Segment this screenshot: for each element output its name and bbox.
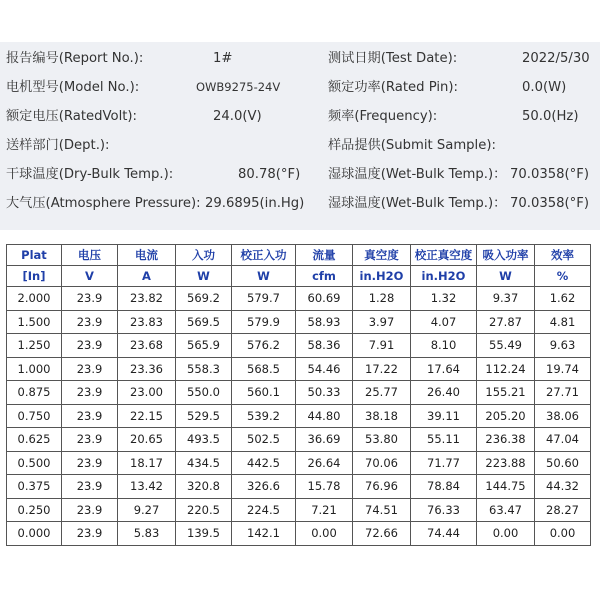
table-cell: 60.69 — [296, 287, 353, 311]
table-cell: 144.75 — [477, 475, 535, 499]
table-cell: 39.11 — [411, 404, 477, 428]
table-row — [7, 381, 591, 405]
model-no-label: 电机型号(Model No.): — [6, 80, 140, 95]
table-cell: 22.15 — [118, 404, 176, 428]
table-cell: 224.5 — [232, 498, 296, 522]
table-cell: 58.93 — [296, 310, 353, 334]
rated-volt-value: 24.0(V) — [213, 109, 262, 124]
table-cell: 23.68 — [118, 334, 176, 358]
table-cell: 23.9 — [62, 334, 118, 358]
table-cell: 493.5 — [176, 428, 232, 452]
unit-flow: cfm — [296, 266, 353, 287]
table-cell: 13.42 — [118, 475, 176, 499]
table-cell: 550.0 — [176, 381, 232, 405]
table-cell: 70.06 — [353, 451, 411, 475]
table-cell: 44.32 — [535, 475, 591, 499]
table-cell: 38.06 — [535, 404, 591, 428]
table-cell: 502.5 — [232, 428, 296, 452]
performance-table — [6, 244, 591, 546]
table-cell: 23.9 — [62, 451, 118, 475]
col-header-voltage: 电压 — [62, 245, 118, 266]
table-cell: 1.62 — [535, 287, 591, 311]
info-row-dept — [0, 131, 600, 160]
unit-current: A — [118, 266, 176, 287]
table-cell: 9.37 — [477, 287, 535, 311]
wet-bulb-value-2: 70.0358(°F) — [510, 196, 590, 211]
table-cell: 23.82 — [118, 287, 176, 311]
table-cell: 28.27 — [535, 498, 591, 522]
wet-bulb-label: 湿球温度(Wet-Bulk Temp.)： — [328, 167, 507, 182]
table-cell: 23.9 — [62, 522, 118, 546]
table-cell: 23.36 — [118, 357, 176, 381]
frequency-label: 频率(Frequency): — [328, 109, 438, 124]
table-cell: 17.22 — [353, 357, 411, 381]
table-cell: 36.69 — [296, 428, 353, 452]
table-cell: 579.9 — [232, 310, 296, 334]
table-cell: 205.20 — [477, 404, 535, 428]
table-cell: 1.250 — [7, 334, 62, 358]
table-cell: 23.9 — [62, 404, 118, 428]
table-cell: 78.84 — [411, 475, 477, 499]
table-header — [7, 245, 591, 287]
table-cell: 23.9 — [62, 310, 118, 334]
table-cell: 27.71 — [535, 381, 591, 405]
table-cell: 74.51 — [353, 498, 411, 522]
table-cell: 44.80 — [296, 404, 353, 428]
table-cell: 23.9 — [62, 498, 118, 522]
table-row — [7, 287, 591, 311]
table-cell: 539.2 — [232, 404, 296, 428]
table-cell: 38.18 — [353, 404, 411, 428]
table-cell: 320.8 — [176, 475, 232, 499]
col-header-flow: 流量 — [296, 245, 353, 266]
table-cell: 236.38 — [477, 428, 535, 452]
table-cell: 55.49 — [477, 334, 535, 358]
model-no-value: OWB9275-24V — [196, 80, 281, 94]
table-cell: 2.000 — [7, 287, 62, 311]
table-cell: 155.21 — [477, 381, 535, 405]
table-row — [7, 522, 591, 546]
table-cell: 0.875 — [7, 381, 62, 405]
table-cell: 5.83 — [118, 522, 176, 546]
table-cell: 569.2 — [176, 287, 232, 311]
table-cell: 19.74 — [535, 357, 591, 381]
table-cell: 15.78 — [296, 475, 353, 499]
table-cell: 1.500 — [7, 310, 62, 334]
rated-volt-label: 额定电压(RatedVolt): — [6, 109, 137, 124]
table-cell: 18.17 — [118, 451, 176, 475]
pressure-label: 大气压(Atmosphere Pressure): — [6, 196, 201, 211]
table-cell: 326.6 — [232, 475, 296, 499]
report-no-value: 1# — [213, 51, 233, 66]
table-cell: 1.28 — [353, 287, 411, 311]
table-cell: 23.9 — [62, 475, 118, 499]
header-units-row — [7, 266, 591, 287]
table-cell: 568.5 — [232, 357, 296, 381]
table-cell: 565.9 — [176, 334, 232, 358]
table-body — [7, 287, 591, 546]
rated-pin-label: 额定功率(Rated Pin): — [328, 80, 458, 95]
table-cell: 54.46 — [296, 357, 353, 381]
col-header-current: 电流 — [118, 245, 176, 266]
table-cell: 23.00 — [118, 381, 176, 405]
dept-label: 送样部门(Dept.): — [6, 138, 110, 153]
info-row-pressure — [0, 189, 600, 218]
table-cell: 63.47 — [477, 498, 535, 522]
unit-voltage: V — [62, 266, 118, 287]
table-cell: 8.10 — [411, 334, 477, 358]
dry-bulb-value: 80.78(°F) — [238, 167, 301, 182]
table-row — [7, 357, 591, 381]
table-cell: 58.36 — [296, 334, 353, 358]
table-cell: 529.5 — [176, 404, 232, 428]
col-header-suction-power: 吸入功率 — [477, 245, 535, 266]
table-cell: 23.83 — [118, 310, 176, 334]
table-cell: 142.1 — [232, 522, 296, 546]
table-cell: 50.33 — [296, 381, 353, 405]
table-cell: 0.00 — [296, 522, 353, 546]
col-header-corrected-vacuum: 校正真空度 — [411, 245, 477, 266]
unit-input-power: W — [176, 266, 232, 287]
table-cell: 23.9 — [62, 381, 118, 405]
table-cell: 27.87 — [477, 310, 535, 334]
header-names-row — [7, 245, 591, 266]
table-cell: 26.40 — [411, 381, 477, 405]
report-no-label: 报告编号(Report No.): — [6, 51, 144, 66]
table-cell: 558.3 — [176, 357, 232, 381]
table-cell: 20.65 — [118, 428, 176, 452]
unit-corrected-input: W — [232, 266, 296, 287]
submit-sample-label: 样品提供(Submit Sample): — [328, 138, 496, 153]
table-cell: 579.7 — [232, 287, 296, 311]
frequency-value: 50.0(Hz) — [522, 109, 579, 124]
table-cell: 25.77 — [353, 381, 411, 405]
table-cell: 17.64 — [411, 357, 477, 381]
dry-bulb-label: 干球温度(Dry-Bulk Temp.): — [6, 167, 174, 182]
rated-pin-value: 0.0(W) — [522, 80, 567, 95]
table-row — [7, 475, 591, 499]
table-cell: 0.000 — [7, 522, 62, 546]
unit-corrected-vacuum: in.H2O — [411, 266, 477, 287]
table-cell: 442.5 — [232, 451, 296, 475]
test-date-value: 2022/5/30 — [522, 51, 590, 66]
table-cell: 7.91 — [353, 334, 411, 358]
table-cell: 0.375 — [7, 475, 62, 499]
info-row-voltage — [0, 102, 600, 131]
table-cell: 23.9 — [62, 287, 118, 311]
table-row — [7, 498, 591, 522]
table-cell: 4.81 — [535, 310, 591, 334]
table-cell: 74.44 — [411, 522, 477, 546]
table-cell: 4.07 — [411, 310, 477, 334]
test-info-panel — [0, 42, 600, 230]
wet-bulb-label-2: 湿球温度(Wet-Bulk Temp.)： — [328, 196, 507, 211]
table-cell: 23.9 — [62, 428, 118, 452]
table-cell: 0.00 — [535, 522, 591, 546]
table-cell: 9.63 — [535, 334, 591, 358]
col-header-plat: Plat — [7, 245, 62, 266]
table-row — [7, 451, 591, 475]
table-cell: 26.64 — [296, 451, 353, 475]
col-header-corrected-input: 校正入功 — [232, 245, 296, 266]
table-cell: 560.1 — [232, 381, 296, 405]
table-cell: 0.750 — [7, 404, 62, 428]
table-cell: 47.04 — [535, 428, 591, 452]
unit-plat: [In] — [7, 266, 62, 287]
unit-vacuum: in.H2O — [353, 266, 411, 287]
table-cell: 569.5 — [176, 310, 232, 334]
table-cell: 76.33 — [411, 498, 477, 522]
test-date-label: 测试日期(Test Date): — [328, 51, 458, 66]
table-cell: 9.27 — [118, 498, 176, 522]
table-cell: 0.625 — [7, 428, 62, 452]
col-header-input-power: 入功 — [176, 245, 232, 266]
info-row-model — [0, 73, 600, 102]
col-header-efficiency: 效率 — [535, 245, 591, 266]
table-row — [7, 310, 591, 334]
unit-suction-power: W — [477, 266, 535, 287]
table-cell: 0.00 — [477, 522, 535, 546]
pressure-value: 29.6895(in.Hg) — [205, 196, 305, 211]
table-cell: 0.500 — [7, 451, 62, 475]
table-cell: 55.11 — [411, 428, 477, 452]
table-cell: 3.97 — [353, 310, 411, 334]
table-cell: 139.5 — [176, 522, 232, 546]
table-cell: 220.5 — [176, 498, 232, 522]
table-cell: 23.9 — [62, 357, 118, 381]
wet-bulb-value: 70.0358(°F) — [510, 167, 590, 182]
table-cell: 112.24 — [477, 357, 535, 381]
table-cell: 50.60 — [535, 451, 591, 475]
table-cell: 434.5 — [176, 451, 232, 475]
table-cell: 1.32 — [411, 287, 477, 311]
table-cell: 72.66 — [353, 522, 411, 546]
table-cell: 576.2 — [232, 334, 296, 358]
table-cell: 76.96 — [353, 475, 411, 499]
info-row-temp — [0, 160, 600, 189]
table-cell: 223.88 — [477, 451, 535, 475]
table-cell: 0.250 — [7, 498, 62, 522]
table-cell: 1.000 — [7, 357, 62, 381]
table-row — [7, 334, 591, 358]
col-header-vacuum: 真空度 — [353, 245, 411, 266]
unit-efficiency: % — [535, 266, 591, 287]
table-row — [7, 428, 591, 452]
table-row — [7, 404, 591, 428]
table-cell: 71.77 — [411, 451, 477, 475]
info-row-report — [0, 44, 600, 73]
table-cell: 7.21 — [296, 498, 353, 522]
table-cell: 53.80 — [353, 428, 411, 452]
